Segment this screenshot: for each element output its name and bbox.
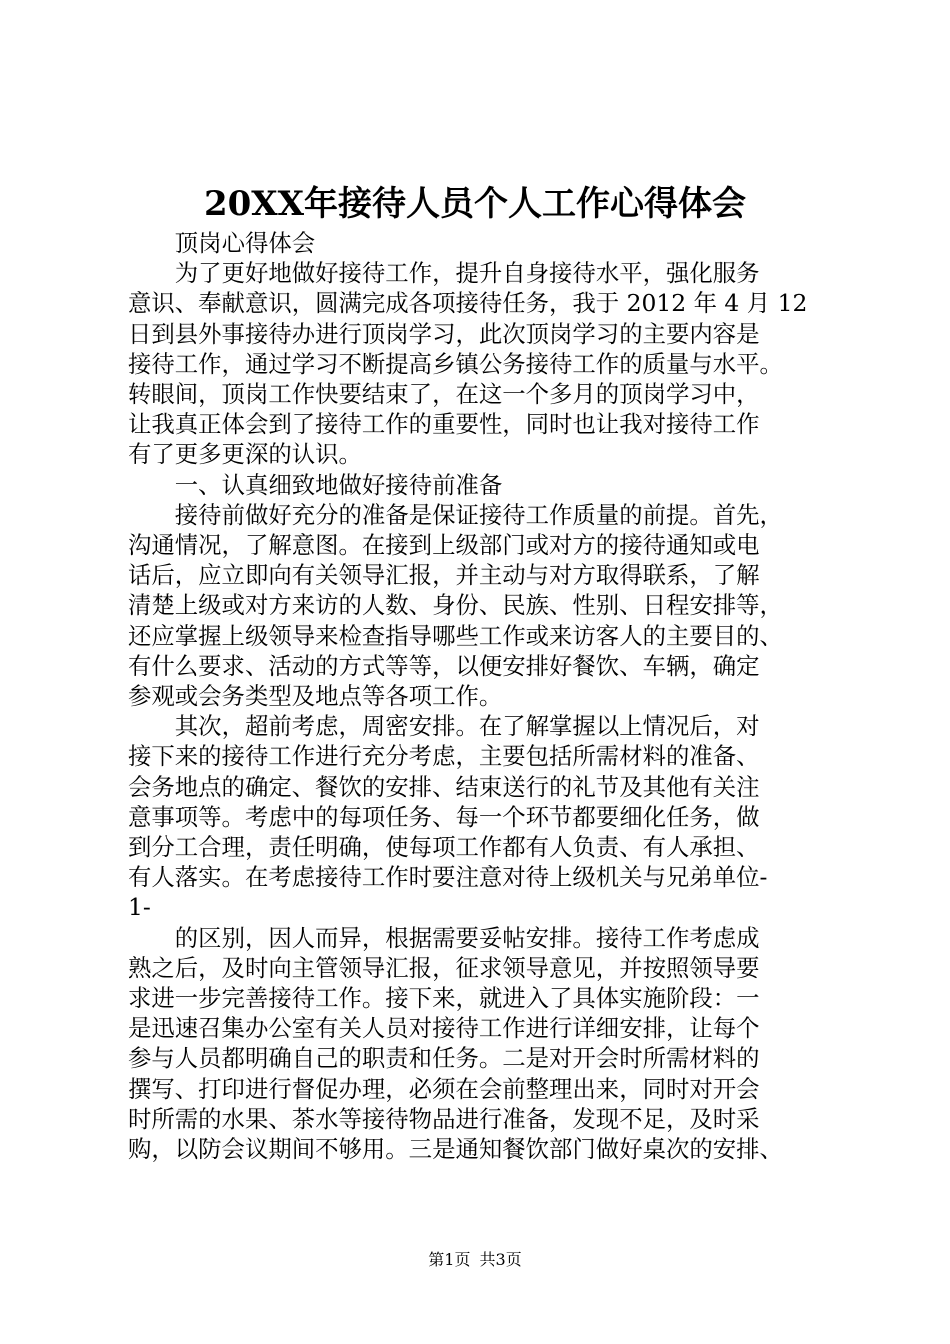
paragraph-line: 时所需的水果、茶水等接待物品进行准备，发现不足，及时采 <box>128 1104 760 1133</box>
paragraph-line: 会务地点的确定、餐饮的安排、结束送行的礼节及其他有关注 <box>128 772 760 801</box>
paragraph-line: 求进一步完善接待工作。接下来，就进入了具体实施阶段：一 <box>128 984 760 1013</box>
paragraph-line: 接待前做好充分的准备是保证接待工作质量的前提。首先， <box>174 500 783 529</box>
paragraph <box>128 923 828 1165</box>
document-body <box>128 228 828 1164</box>
paragraph-line: 购，以防会议期间不够用。三是通知餐饮部门做好桌次的安排、 <box>128 1135 783 1164</box>
paragraph <box>128 711 828 922</box>
paragraph-line: 其次，超前考虑，周密安排。在了解掌握以上情况后，对 <box>174 712 760 741</box>
paragraph-line: 日到县外事接待办进行顶岗学习，此次顶岗学习的主要内容是 <box>128 319 760 348</box>
paragraph-line: 的区别，因人而异，根据需要妥帖安排。接待工作考虑成 <box>174 923 760 952</box>
paragraph-line: 接下来的接待工作进行充分考虑，主要包括所需材料的准备、 <box>128 742 760 771</box>
paragraph-line: 撰写、打印进行督促办理，必须在会前整理出来，同时对开会 <box>128 1074 760 1103</box>
paragraph-line: 有了更多更深的认识。 <box>128 440 362 469</box>
paragraph <box>128 258 828 469</box>
paragraph-line: 顶岗心得体会 <box>174 229 316 257</box>
paragraph <box>128 228 828 258</box>
paragraph-line: 让我真正体会到了接待工作的重要性，同时也让我对接待工作 <box>128 410 760 439</box>
paragraph-line: 到分工合理，责任明确，使每项工作都有人负责、有人承担、 <box>128 833 760 862</box>
paragraph-line: 沟通情况，了解意图。在接到上级部门或对方的接待通知或电 <box>128 531 760 560</box>
paragraph-line: 意事项等。考虑中的每项任务、每一个环节都要细化任务，做 <box>128 802 760 831</box>
paragraph-line: 清楚上级或对方来访的人数、身份、民族、性别、日程安排等， <box>128 591 783 620</box>
paragraph-line: 话后，应立即向有关领导汇报，并主动与对方取得联系，了解 <box>128 561 760 590</box>
paragraph-line: 是迅速召集办公室有关人员对接待工作进行详细安排，让每个 <box>128 1014 760 1043</box>
page-footer <box>0 1249 950 1271</box>
paragraph-line: 还应掌握上级领导来检查指导哪些工作或来访客人的主要目的、 <box>128 621 783 650</box>
paragraph-line: 1- <box>128 893 151 922</box>
page-total: 共3页 <box>479 1250 522 1269</box>
paragraph-line: 为了更好地做好接待工作，提升自身接待水平，强化服务 <box>174 259 760 288</box>
page-number: 第1页 <box>428 1250 471 1269</box>
document-title: 20XX年接待人员个人工作心得体会 <box>203 184 747 224</box>
paragraph <box>128 470 828 500</box>
paragraph-line: 参观或会务类型及地点等各项工作。 <box>128 682 503 711</box>
paragraph <box>128 500 828 711</box>
paragraph-line: 接待工作，通过学习不断提高乡镇公务接待工作的质量与水平。 <box>128 349 783 378</box>
paragraph-line: 一、认真细致地做好接待前准备 <box>174 470 503 499</box>
paragraph-line: 转眼间，顶岗工作快要结束了，在这一个多月的顶岗学习中， <box>128 380 760 409</box>
paragraph-line: 有人落实。在考虑接待工作时要注意对待上级机关与兄弟单位- <box>128 863 768 892</box>
paragraph-line: 熟之后，及时向主管领导汇报，征求领导意见，并按照领导要 <box>128 953 760 982</box>
paragraph-line: 参与人员都明确自己的职责和任务。二是对开会时所需材料的 <box>128 1044 760 1073</box>
paragraph-line: 意识、奉献意识，圆满完成各项接待任务，我于 2012 年 4 月 12 <box>128 289 808 318</box>
paragraph-line: 有什么要求、活动的方式等等，以便安排好餐饮、车辆，确定 <box>128 651 760 680</box>
